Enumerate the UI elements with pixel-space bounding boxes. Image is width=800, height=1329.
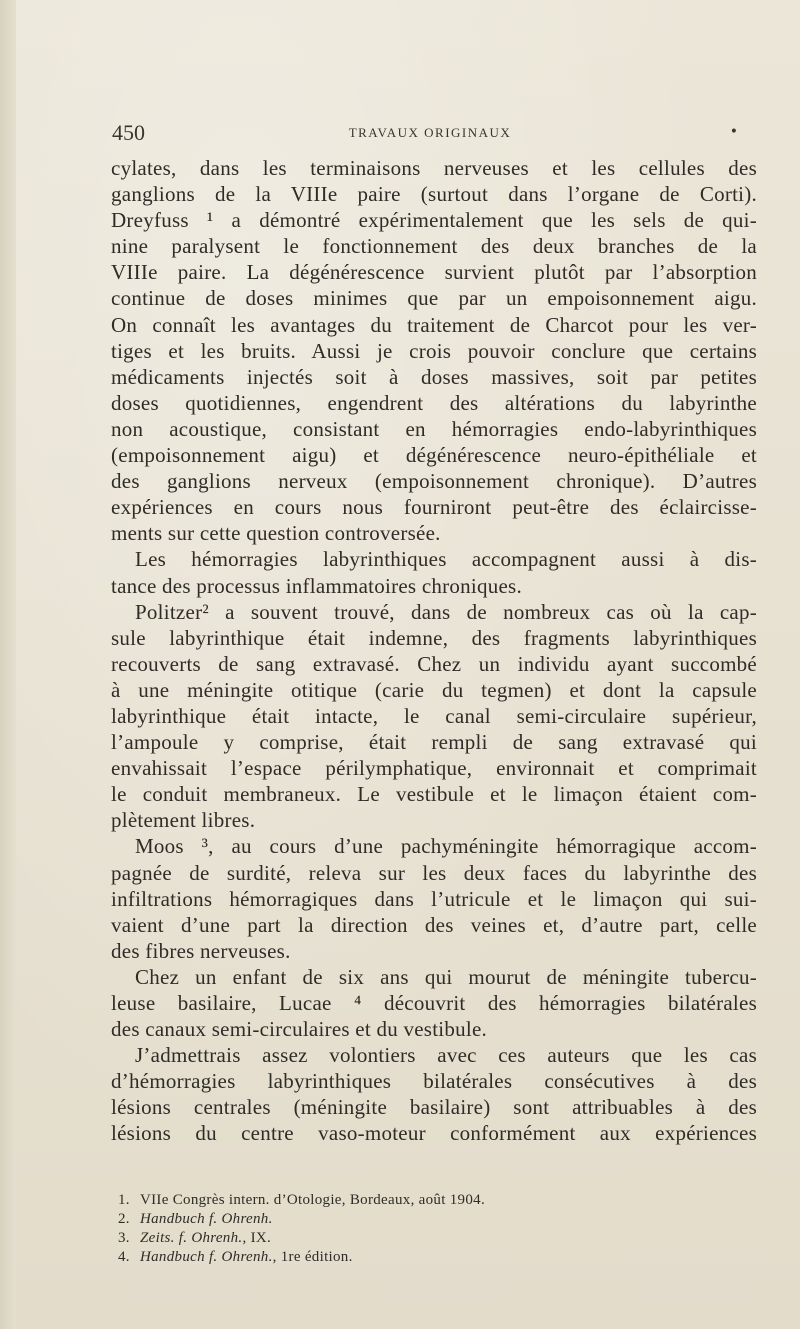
text-line: expériences en cours nous fourniront peut-être des éclaircisse- xyxy=(111,495,757,520)
footnotes xyxy=(118,1191,658,1267)
footnote-number: 1. xyxy=(118,1192,130,1208)
footnote-text: , 1re édition. xyxy=(272,1249,353,1265)
footnote-number: 4. xyxy=(118,1249,130,1265)
text-line: le conduit membraneux. Le vestibule et le limaçon étaient com- xyxy=(111,782,757,807)
text-line: continue de doses minimes que par un empoisonnement aigu. xyxy=(111,286,757,311)
text-line: leuse basilaire, Lucae ⁴ découvrit des hémorragies bilatérales xyxy=(111,991,757,1015)
text-line: Les hémorragies labyrinthiques accompagnent aussi à dis- xyxy=(135,547,757,572)
text-line: tance des processus inflammatoires chroniques. xyxy=(111,573,522,598)
page-edge xyxy=(0,0,16,1329)
footnote xyxy=(118,1210,658,1229)
text-line: à une méningite otitique (carie du tegmen) et dont la capsule xyxy=(111,677,757,702)
page-header xyxy=(112,120,748,144)
text-line: des ganglions nerveux (empoisonnement chronique). D’autres xyxy=(111,469,757,494)
footnote-title: Handbuch f. Ohrenh. xyxy=(140,1211,273,1227)
footnote xyxy=(118,1191,658,1210)
text-line: (empoisonnement aigu) et dégénérescence neuro-épithéliale et xyxy=(111,443,757,468)
text-line: lésions centrales (méningite basilaire) sont attribuables à des xyxy=(111,1095,757,1120)
text-line: plètement libres. xyxy=(111,808,256,833)
footnote-number: 3. xyxy=(118,1230,130,1246)
text-line: doses quotidiennes, engendrent des altérations du labyrinthe xyxy=(111,390,757,415)
text-line: VIIIe paire. La dégénérescence survient plutôt par l’absorption xyxy=(111,260,757,285)
text-line: des fibres nerveuses. xyxy=(111,938,291,963)
text-line: non acoustique, consistant en hémorragies endo-labyrinthiques xyxy=(111,416,757,441)
footnote xyxy=(118,1248,658,1267)
text-line: infiltrations hémorragiques dans l’utricule et le limaçon qui sui- xyxy=(111,886,757,911)
text-line: lésions du centre vaso-moteur conformément aux expériences xyxy=(111,1121,757,1146)
text-line: nine paralysent le fonctionnement des deux branches de la xyxy=(111,234,757,259)
text-line: On connaît les avantages du traitement de Charcot pour les ver- xyxy=(111,312,757,337)
text-line: recouverts de sang extravasé. Chez un individu ayant succombé xyxy=(111,651,757,676)
text-line: pagnée de surdité, releva sur les deux faces du labyrinthe des xyxy=(111,860,757,885)
footnote-number: 2. xyxy=(118,1211,130,1227)
text-line: l’ampoule y comprise, était rempli de sang extravasé qui xyxy=(111,730,757,755)
footnote-text: VIIe Congrès intern. d’Otologie, Bordeaux, août 1904. xyxy=(140,1192,485,1208)
text-line: d’hémorragies labyrinthiques bilatérales consécutives à des xyxy=(111,1069,757,1094)
text-line: cylates, dans les terminaisons nerveuses et les cellules des xyxy=(111,156,757,180)
text-line: vaient d’une part la direction des veines et, d’autre part, celle xyxy=(111,912,757,937)
body-text xyxy=(111,155,757,1147)
running-head: TRAVAUX ORIGINAUX xyxy=(348,125,512,140)
footnote-title: Handbuch f. Ohrenh. xyxy=(140,1249,273,1265)
footnote-title: Zeits. f. Ohrenh. xyxy=(140,1230,243,1246)
text-line: sule labyrinthique était indemne, des fragments labyrinthiques xyxy=(111,625,757,650)
text-line: labyrinthique était intacte, le canal semi-circulaire supérieur, xyxy=(111,703,757,728)
text-line: ments sur cette question controversée. xyxy=(111,521,441,546)
text-line: envahissait l’espace périlymphatique, environnait et comprimait xyxy=(111,756,757,781)
ornament-dot: • xyxy=(729,124,738,140)
text-line: Dreyfuss ¹ a démontré expérimentalement que les sels de qui- xyxy=(111,208,757,233)
text-line: tiges et les bruits. Aussi je crois pouvoir conclure que certains xyxy=(111,338,757,363)
text-line: Politzer² a souvent trouvé, dans de nombreux cas où la cap- xyxy=(135,599,757,624)
footnote xyxy=(118,1229,658,1248)
text-line: Chez un enfant de six ans qui mourut de méningite tubercu- xyxy=(135,964,757,989)
text-line: J’admettrais assez volontiers avec ces auteurs que les cas xyxy=(135,1043,757,1068)
text-line: des canaux semi-circulaires et du vestibule. xyxy=(111,1017,488,1042)
footnote-text: , IX. xyxy=(242,1230,272,1246)
text-line: médicaments injectés soit à doses massives, soit par petites xyxy=(111,364,757,389)
text-line: Moos ³, au cours d’une pachyméningite hémorragique accom- xyxy=(135,834,757,859)
text-line: ganglions de la VIIIe paire (surtout dans l’organe de Corti). xyxy=(111,182,757,207)
page-number: 450 xyxy=(112,120,145,145)
